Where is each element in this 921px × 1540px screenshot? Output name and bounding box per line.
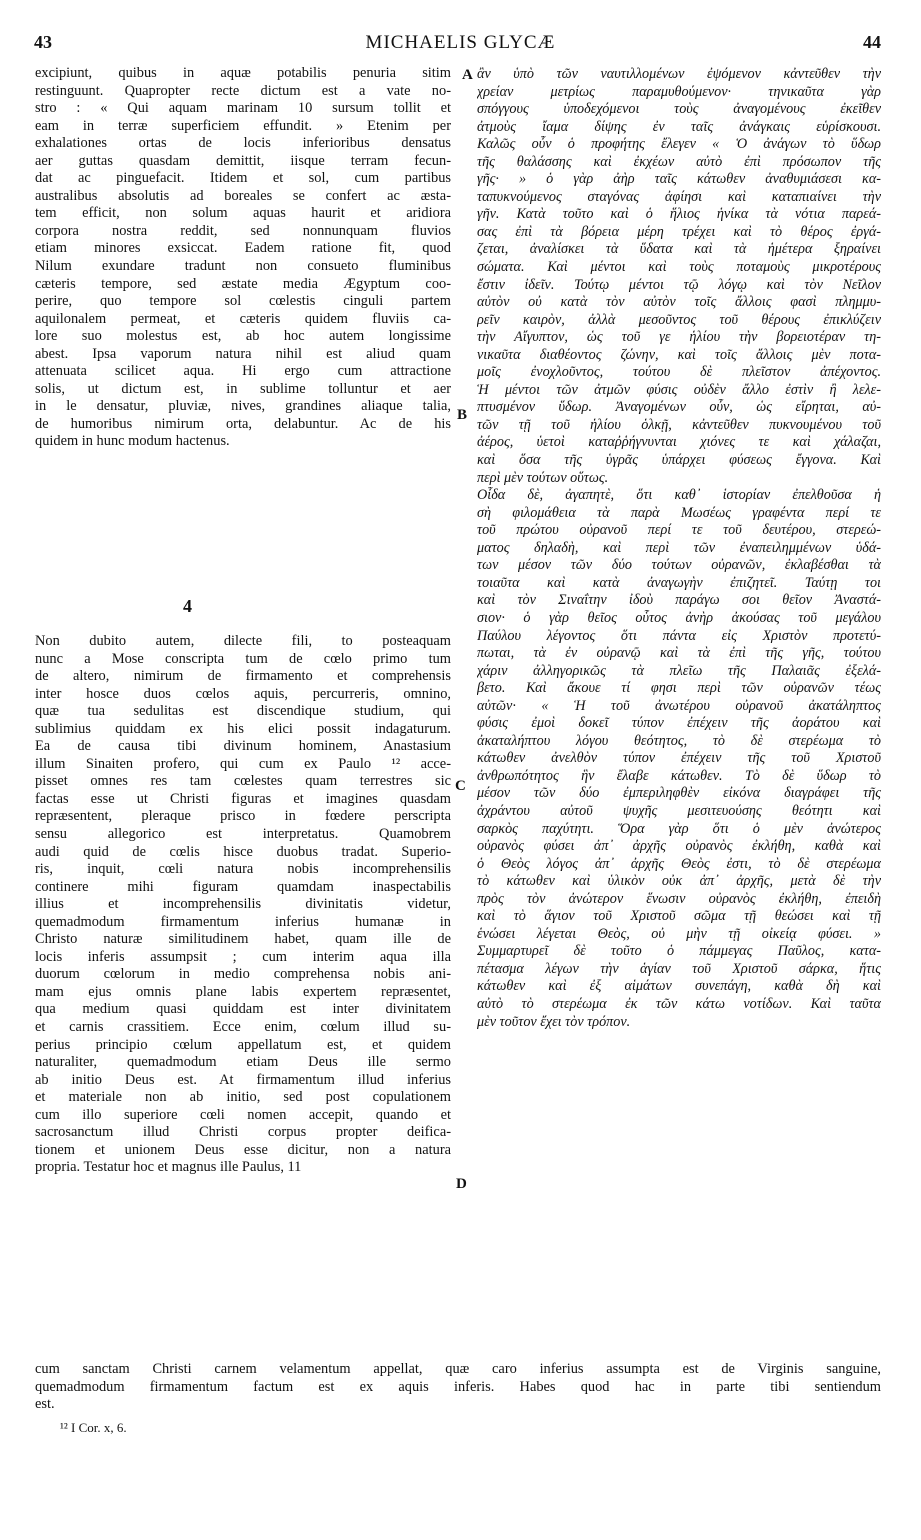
text-line: των μέσον τῶν δύο τούτων οὐρανῶν, ἐκλαβέσθαι τὰ <box>477 557 881 574</box>
text-line: ἀέρος, ὑετοὶ καταῤῥήγνυνται χιόνες τε καὶ χάλαζαι, <box>477 434 881 451</box>
text-line: ἀκαταλήπτου λόγου θεότητος, τὸ δὲ στερέωμα τὸ <box>477 732 881 749</box>
margin-marker-d: D <box>456 1176 467 1192</box>
text-line: tem efficit, non solum aquas haurit et aridiora <box>35 205 451 222</box>
text-line: dat ac pinguefacit. Itidem et sol, cum partibus <box>35 170 451 187</box>
text-line: et carnis crassitiem. Ecce enim, cœlum illud su- <box>35 1019 451 1036</box>
text-line: Οἶδα δὲ, ἀγαπητὲ, ὅτι καθ᾽ ἱστορίαν ἐπελθοῦσα ἡ <box>477 487 881 504</box>
text-line: attenuata scilicet aqua. Hi ergo cum attractione <box>35 363 451 380</box>
page-header <box>0 32 921 60</box>
text-line: βετο. Καὶ ἄκουε τί φησι περὶ τῶν οὐρανῶν τέως <box>477 680 881 697</box>
text-line: corpora nostra reddit, sed nonnunquam fluvios <box>35 222 451 239</box>
text-line: perire, quo tempore sol cœlestis cinguli partem <box>35 293 451 310</box>
text-line: eam in terræ superficiem effundit. » Etenim per <box>35 117 451 134</box>
text-line: est. <box>35 1396 55 1413</box>
text-line: ab initio Deus est. At firmamentum illud inferius <box>35 1071 451 1088</box>
text-line: aquilonalem permeat, et cæteris quidem fluviis ca- <box>35 310 451 327</box>
text-line: χρείαν μετρίως παραμυθούμενον· τηνικαῦτα γὰρ <box>477 83 881 100</box>
text-line: cæteris tempore, sed æstate media Ægyptum coo- <box>35 275 451 292</box>
text-line: ἀτμοὺς ἴαμα δίψης ἐν ταῖς ἀνάγκαις εὑρίσκουσι. <box>477 118 881 135</box>
text-line: σας ἐπὶ τὰ βόρεια μέρη τρέχει καὶ τὸ θέρος ἐργά- <box>477 223 881 240</box>
text-line: τὴν Αἴγυπτον, ὡς τοῦ γε ἡλίου τὴν βορειοτέραν τη- <box>477 329 881 346</box>
text-line: de altero, nimirum de firmamento et comprehensis <box>35 668 451 685</box>
text-line: mam ejus omnis plane labis expertem repræsentet, <box>35 983 451 1000</box>
text-line: μὲν τοῦτον ἔχει τὸν τρόπον. <box>477 1013 631 1030</box>
text-line: πωται, τὰ ἐν οὐρανῷ καὶ τὰ ἐπὶ τῆς γῆς, τούτου <box>477 645 881 662</box>
text-line: sacrosanctum illud Christi corpus propter deifica- <box>35 1124 451 1141</box>
text-line: duorum cœlorum in medio comprehensa nobis ani- <box>35 966 451 983</box>
text-line: σαρκὸς παχύτητι. Ὅρα γὰρ ὅτι ὁ μὲν ἀνώτερος <box>477 820 881 837</box>
text-line: μοῖς ἐνοχλοῦντος, τούτου δὲ πλεῖστον ἀπέχοντος. <box>477 364 881 381</box>
text-line: κάτωθεν ἀνελθὸν τύπον ἐπέχειν τῆς τοῦ Χριστοῦ <box>477 750 881 767</box>
latin-column-bottom <box>35 633 451 1177</box>
text-line: etiam minores exsiccat. Eadem ratione fit, quod <box>35 240 451 257</box>
text-line: repræsentent, pleraque prisco in fœdere perscripta <box>35 808 451 825</box>
section-marker: 4 <box>183 596 192 616</box>
text-line: pisset omnes res tam cœlestes quam terrestres sic <box>35 773 451 790</box>
text-line: sensu allegorico est interpretatus. Quamobrem <box>35 826 451 843</box>
text-line: ἔστιν ἰδεῖν. Τούτῳ μέντοι τῷ λόγῳ καὶ τὸν Νεῖλον <box>477 276 881 293</box>
text-line: locis inferis assumpsit ; cum interim aqua illa <box>35 948 451 965</box>
text-line: Συμμαρτυρεῖ δὲ τοῦτο ὁ πάμμεγας Παῦλος, κατα- <box>477 943 881 960</box>
text-line: quidem in hunc modum hactenus. <box>35 433 230 450</box>
running-title: MICHAELIS GLYCÆ <box>365 32 556 53</box>
text-line: αὐτὸ τὸ στερέωμα ἐκ τῶν κάτω νοτίδων. Καὶ ταῦτα <box>477 995 881 1012</box>
page-number-left: 43 <box>34 32 52 52</box>
text-line: σπόγγους ὑποδεχόμενοι τοὺς ἀναγομένους ἐκεῖθεν <box>477 101 881 118</box>
text-line: πέτασμα λέγων τὴν ἁγίαν τοῦ Χριστοῦ σάρκα, ἥτις <box>477 960 881 977</box>
text-line: ἑνώσει λέγεται Θεὸς, οὐ μὴν τῇ οἰκείᾳ φύσει. » <box>477 925 881 942</box>
text-line: καὶ τὸν Σιναΐτην ἰδοὺ παράγω σοι θεῖον Ἀναστά- <box>477 592 881 609</box>
text-line: πρὸς τὸν ἀνώτερον ἕνωσιν οὐρανὸς ἐκλήθη, ἐπειδὴ <box>477 890 881 907</box>
text-line: Ἡ μέντοι τῶν ἀτμῶν φύσις οὐδὲν ἄλλο ἐστὶν ἢ λελε- <box>477 381 881 398</box>
text-line: πτυσμένον ὕδωρ. Ἀναγομένων οὖν, ὡς εἴρηται, αὐ- <box>477 399 881 416</box>
text-line: solis, ut dictum est, in sublime tolluntur et aer <box>35 380 451 397</box>
text-line: nunc a Mose conscripta tum de cœlo primo tum <box>35 650 451 667</box>
text-line: χάριν ἀλληγορικῶς τὰ πλεῖω τῆς Παλαιᾶς ἐξελά- <box>477 662 881 679</box>
text-line: τῶν τῇ τοῦ ἡλίου ὁλκῇ, κἀντεῦθεν πυκνουμένου τοῦ <box>477 416 881 433</box>
text-line: νικαῦτα διαθέοντος ζώνην, καὶ τοῖς ἄλλοις μὲν ποτα- <box>477 346 881 363</box>
text-line: οὐρανὸς φύσει ἀπ᾽ ἀρχῆς οὐρανὸς ἐκλήθη, καθὰ καὶ <box>477 838 881 855</box>
text-line: illius et incomprehensilis divinitatis videtur, <box>35 896 451 913</box>
text-line: τοιαῦτα καὶ κατὰ ἀναγωγὴν ἐπιζητεῖ. Ταύτῃ τοι <box>477 574 881 591</box>
text-line: perius principio cœlum appellatum est, et quidem <box>35 1036 451 1053</box>
footnote: ¹² I Cor. x, 6. <box>60 1420 127 1435</box>
text-line: σιον· ὁ γὰρ θεῖος οὗτος ἀνὴρ ἀκούσας τοῦ μεγάλου <box>477 609 881 626</box>
text-line: audi quid de cœlis hisce duobus tradat. Superio- <box>35 843 451 860</box>
text-line: naturaliter, quemadmodum etiam Deus ille sermo <box>35 1054 451 1071</box>
text-line: καὶ τὸ ἅγιον τοῦ Χριστοῦ σῶμα τῇ θεώσει καὶ τῇ <box>477 908 881 925</box>
text-line: australibus absolutis ad boreales se confert ac æsta- <box>35 187 451 204</box>
text-line: quemadmodum firmamentum factum est ex aquis inferis. Habes quod hac in parte tibi sentiendum <box>35 1378 881 1395</box>
text-line: restinguunt. Quapropter recte dictum est a vate no- <box>35 82 451 99</box>
text-line: qua medium quasi quiddam est inter divinitatem <box>35 1001 451 1018</box>
text-line: ταπυκνούμενος σταγόνας ἀφίησι καὶ καταπιαίνει τὴν <box>477 188 881 205</box>
text-line: tionem et unionem Deus esse dicitur, non a natura <box>35 1141 451 1158</box>
text-line: τοῦ πρώτου οὐρανοῦ περί τε τοῦ δευτέρου, στερεώ- <box>477 522 881 539</box>
text-line: τὸ κάτωθεν καὶ ὑλικὸν οὐκ ἀπ᾽ ἀρχῆς, μετὰ δὲ τὴν <box>477 873 881 890</box>
text-line: aer guttas quasdam demittit, iisque terram fecun- <box>35 152 451 169</box>
text-line: ἀχράντου αὐτοῦ ψυχῆς μεσιτευούσης θεότητι καὶ <box>477 802 881 819</box>
text-line: cum sanctam Christi carnem velamentum appellat, quæ caro inferius assumpta est de Virginis sanguine, <box>35 1361 881 1377</box>
text-line: sublimius quiddam ex his elici possit indagaturum. <box>35 720 451 737</box>
text-line: cum illo superiore cœli nomen accepit, quando et <box>35 1106 451 1123</box>
text-line: περὶ μὲν τούτων οὕτως. <box>477 469 609 486</box>
text-line: φύσις ἐμοὶ δοκεῖ τύπον ἐπέχειν τῆς ἀοράτου καὶ <box>477 715 881 732</box>
text-line: excipiunt, quibus in aquæ potabilis penuria sitim <box>35 65 451 81</box>
text-line: Christo naturæ similitudinem habet, quam ille de <box>35 931 451 948</box>
text-line: ἀνθρωπότητος ἣν ἔλαβε κάτωθεν. Τὸ δὲ ὕδωρ τὸ <box>477 767 881 784</box>
bottom-full-width-text <box>35 1361 881 1414</box>
text-line: Nilum exundare tradunt non consueto fluminibus <box>35 258 451 275</box>
text-line: αὐτὸν οὐ κατὰ τὸν αὐτὸν τοῖς ἄλλοις φασὶ πλημμυ- <box>477 294 881 311</box>
text-line: exhalationes ortas de locis inferioribus densatus <box>35 135 451 152</box>
greek-column <box>477 66 881 1031</box>
page-number-right: 44 <box>863 32 881 52</box>
text-line: ρεῖν καιρὸν, ἀλλὰ μεσοῦντος τοῦ θέρους ἐπικλύζειν <box>477 311 881 328</box>
text-line: γῆν. Κατὰ τοῦτο καὶ ὁ ἥλιος ἡνίκα τὰ νότια παρεά- <box>477 206 881 223</box>
text-line: de humoribus nimirum orta, delabuntur. Ac de his <box>35 415 451 432</box>
text-line: in le densatur, pluviæ, nives, grandines aliaque talia, <box>35 398 451 415</box>
text-line: factas esse ut Christi figuras et imagines quasdam <box>35 790 451 807</box>
text-line: μέσον τῶν δύο ἐμπεριληφθὲν εἰκόνα διαγράφει τῆς <box>477 785 881 802</box>
latin-column-top <box>35 65 451 451</box>
text-line: inter hosce duos cœlos aquis, percurreris, omnino, <box>35 685 451 702</box>
text-line: σώματα. Καὶ μέντοι καὶ τοὺς ποταμοὺς μικροτέρους <box>477 259 881 276</box>
margin-marker-b: B <box>457 407 468 423</box>
text-line: ἂν ὑπὸ τῶν ναυτιλλομένων ἐψόμενον κἀντεῦθεν τὴν <box>477 66 881 82</box>
text-line: ὁ Θεὸς λόγος ἀπ᾽ ἀρχῆς Θεὸς ἐστι, τὸ δὲ στερέωμα <box>477 855 881 872</box>
text-line: αὐτῶν· « Ἡ τοῦ ἀνωτέρου οὐρανοῦ ἀκατάληπτος <box>477 697 881 714</box>
text-line: Παύλου λέγοντος ὅτι πάντα εἰς Χριστὸν προτετύ- <box>477 627 881 644</box>
text-line: continere mihi figuram quamdam inaspectabilis <box>35 878 451 895</box>
text-line: lore suo molestus est, ab hoc autem longissime <box>35 328 451 345</box>
margin-marker-c: C <box>455 778 466 794</box>
text-line: καὶ ὅσα τῆς ὑγρᾶς ὑπάρχει φύσεως ἔγγονα. Καὶ <box>477 452 881 469</box>
text-line: σὴ φιλομάθεια τὰ παρὰ Μωσέως γραφέντα περί τε <box>477 504 881 521</box>
text-line: stro : « Qui aquam marinam 10 sursum tollit et <box>35 100 451 117</box>
margin-marker-a: A <box>462 67 473 83</box>
text-line: abest. Ipsa vaporum natura nihil est aliud quam <box>35 345 451 362</box>
text-line: Non dubito autem, dilecte fili, to posteaquam <box>35 633 451 649</box>
text-line: ris, inquit, cœli natura nobis incomprehensilis <box>35 861 451 878</box>
text-line: illum Sinaiten profero, qui cum ex Paulo ¹² acce- <box>35 755 451 772</box>
text-line: quemadmodum firmamentum inferius humanæ in <box>35 913 451 930</box>
text-line: quæ tua sedulitas est discendique studium, qui <box>35 703 451 720</box>
text-line: κάτωθεν καὶ ἐξ αἱμάτων συνεπάγη, καθὰ δὴ καὶ <box>477 978 881 995</box>
text-line: Ea de causa tibi divinum hominem, Anastasium <box>35 738 451 755</box>
text-line: et materiale non ab initio, sed post copulationem <box>35 1089 451 1106</box>
text-line: propria. Testatur hoc et magnus ille Paulus, 11 <box>35 1159 302 1176</box>
text-line: Καλῶς οὖν ὁ προφήτης ἔλεγεν « Ὁ ἀνάγων τὸ ὕδωρ <box>477 136 881 153</box>
text-line: ματος δηλαδὴ, καὶ περὶ τῶν ἐναπειλημμένων ὑδά- <box>477 539 881 556</box>
text-line: ζεται, ἀναλίσκει τὰ ὕδατα καὶ τὰ ἡμέτερα ξηραίνει <box>477 241 881 258</box>
text-line: γῆς· » ὁ γὰρ ἀὴρ ταῖς κάτωθεν ἀναθυμιάσεσι κα- <box>477 171 881 188</box>
text-line: τῆς θαλάσσης καὶ ἐκχέων αὐτὸ ἐπὶ πρόσωπον τῆς <box>477 153 881 170</box>
